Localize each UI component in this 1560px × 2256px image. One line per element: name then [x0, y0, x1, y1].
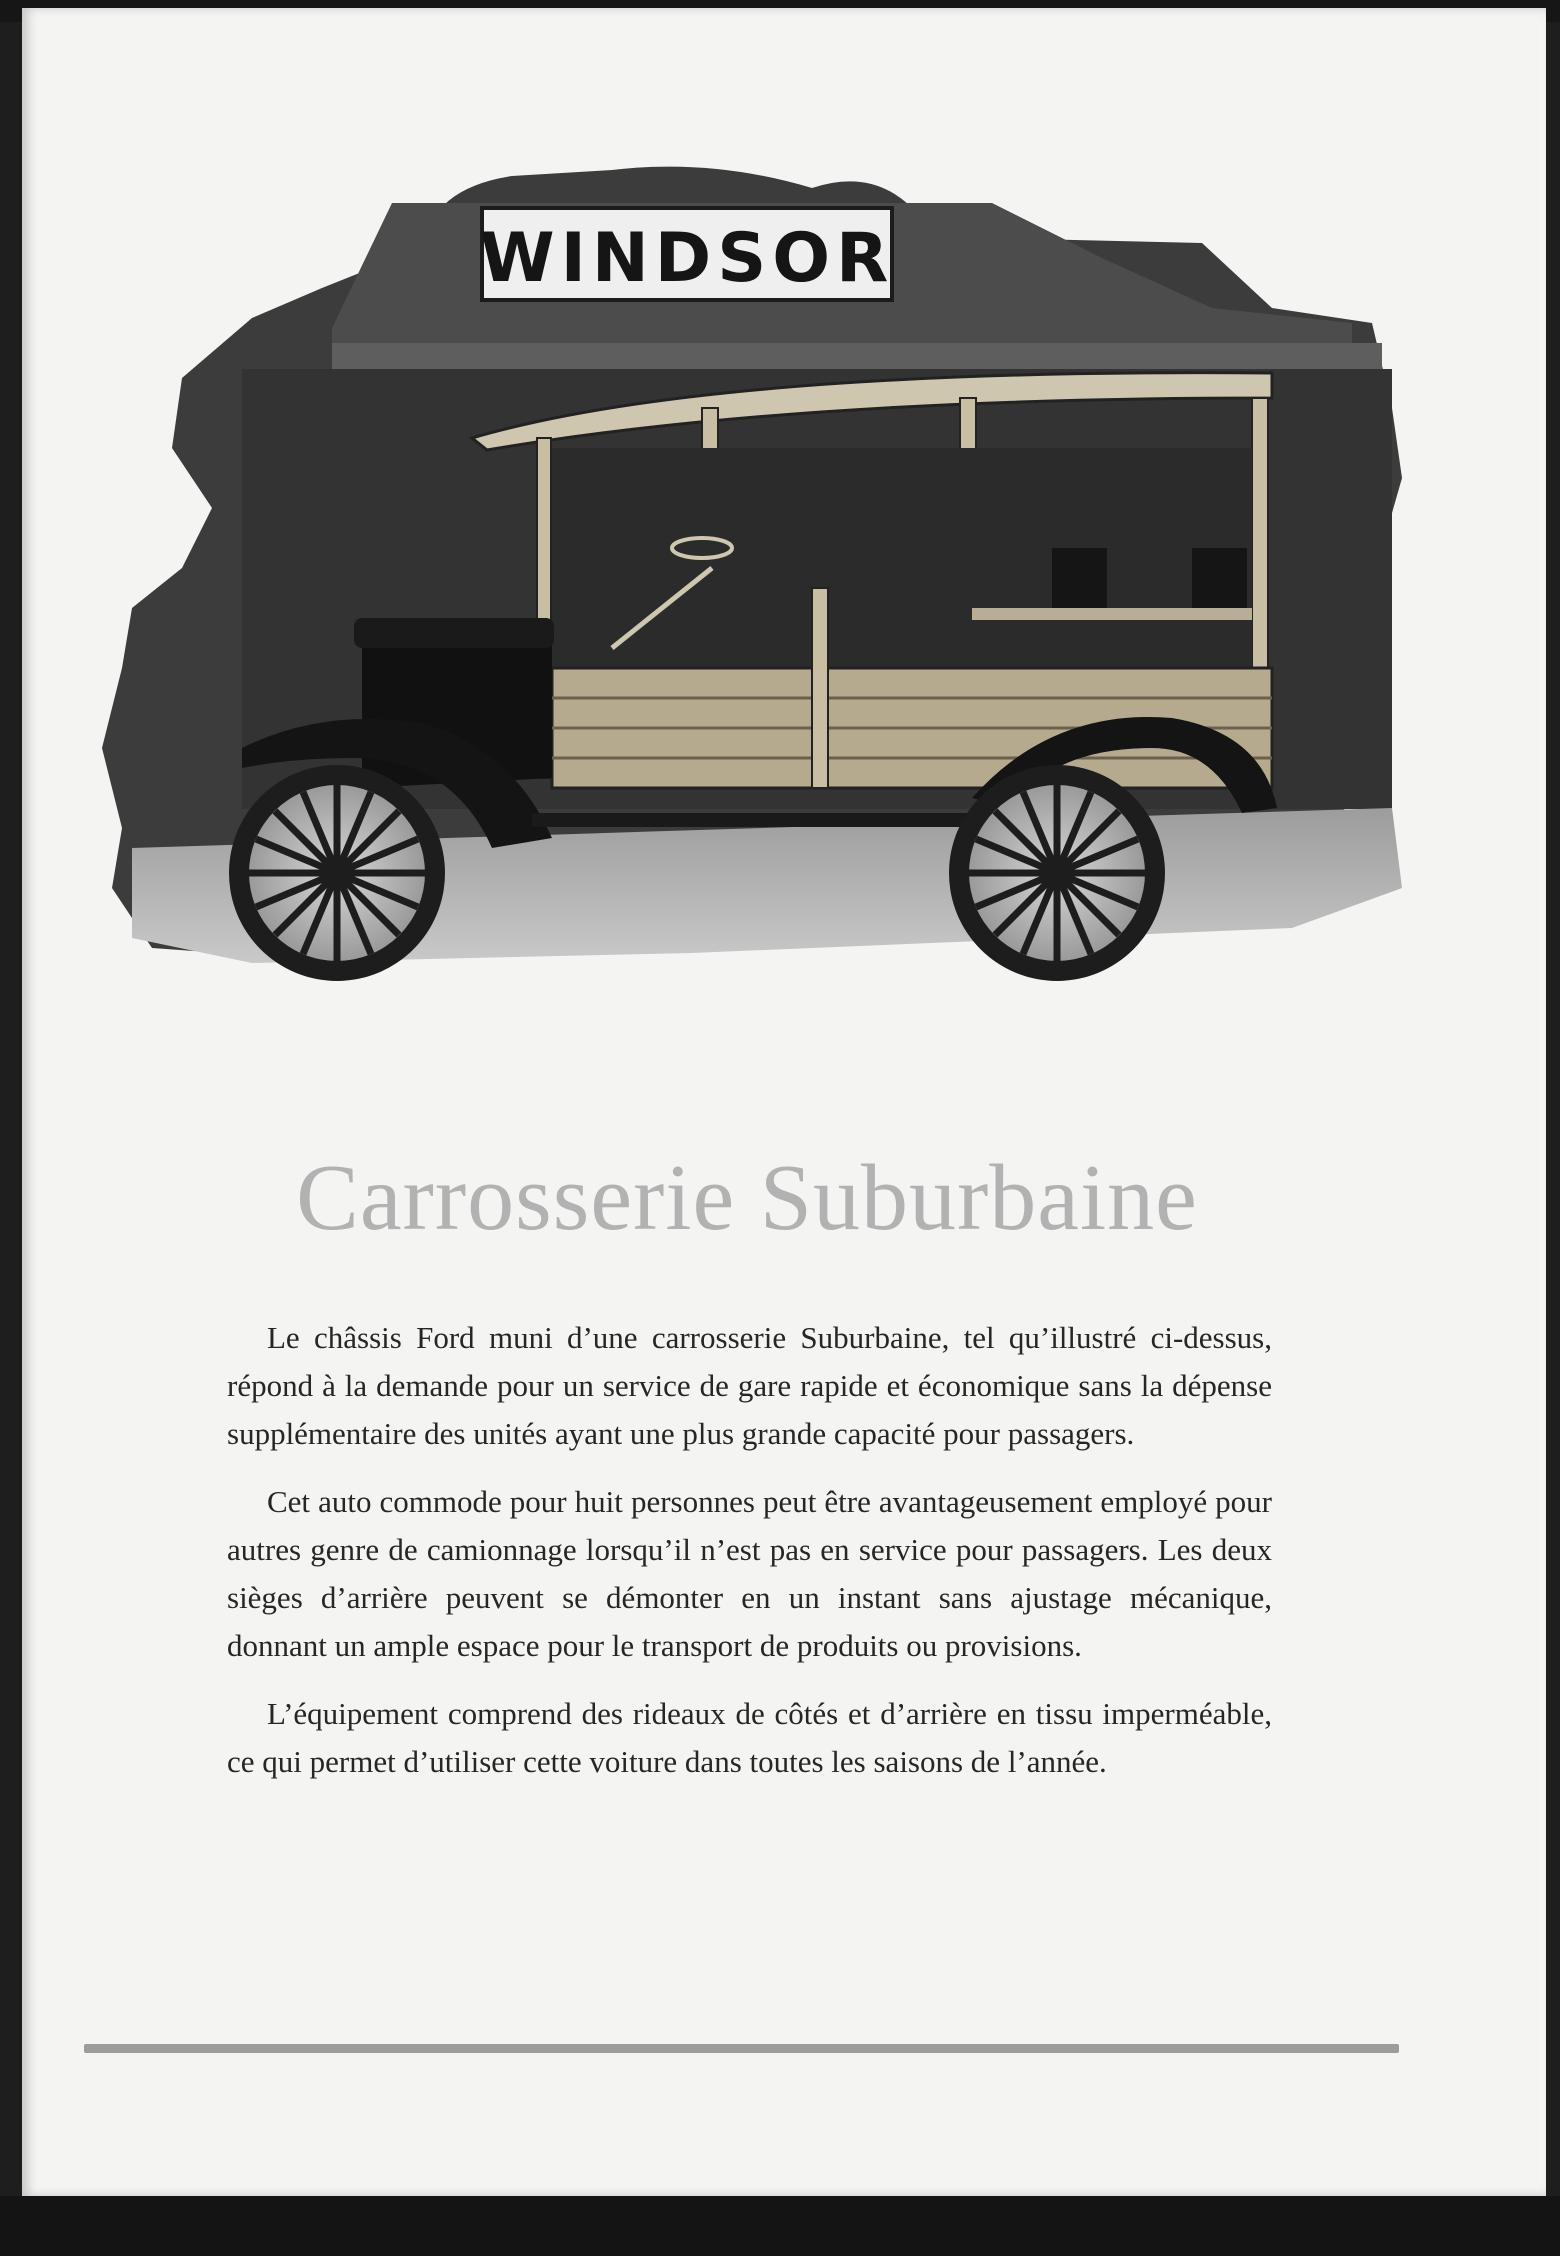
document-page [22, 8, 1546, 2196]
front-wheel [229, 765, 445, 981]
page-title: Carrosserie Suburbaine [296, 1146, 1198, 1250]
paragraph: Le châssis Ford muni d’une carrosserie Suburbaine, tel qu’illustré ci-dessus, répond à la demande pour un service de gare rapide et économique sans la dépense supplémentaire des unités ayant une plus grande capacité pour passagers. [227, 1320, 1272, 1451]
windsor-sign-text: WINDSOR [479, 219, 895, 298]
vehicle-photograph [92, 148, 1442, 1008]
body-text [227, 1314, 1272, 1806]
bottom-rule [84, 2044, 1399, 2053]
scan-border-bottom [0, 2196, 1560, 2256]
paragraph: Cet auto commode pour huit personnes peut être avantageusement employé pour autres genre de camionnage lorsqu’il n’est pas en service pour passagers. Les deux sièges d’arrière peuvent se démonter en un instant sans ajustage mécanique, donnant un ample espace pour le transport de produits ou provisions. [227, 1484, 1272, 1663]
paragraph: L’équipement comprend des rideaux de côtés et d’arrière en tissu imperméable, ce qui permet d’utiliser cette voiture dans toutes les saisons de l’année. [227, 1696, 1272, 1779]
rear-wheel [949, 765, 1165, 981]
